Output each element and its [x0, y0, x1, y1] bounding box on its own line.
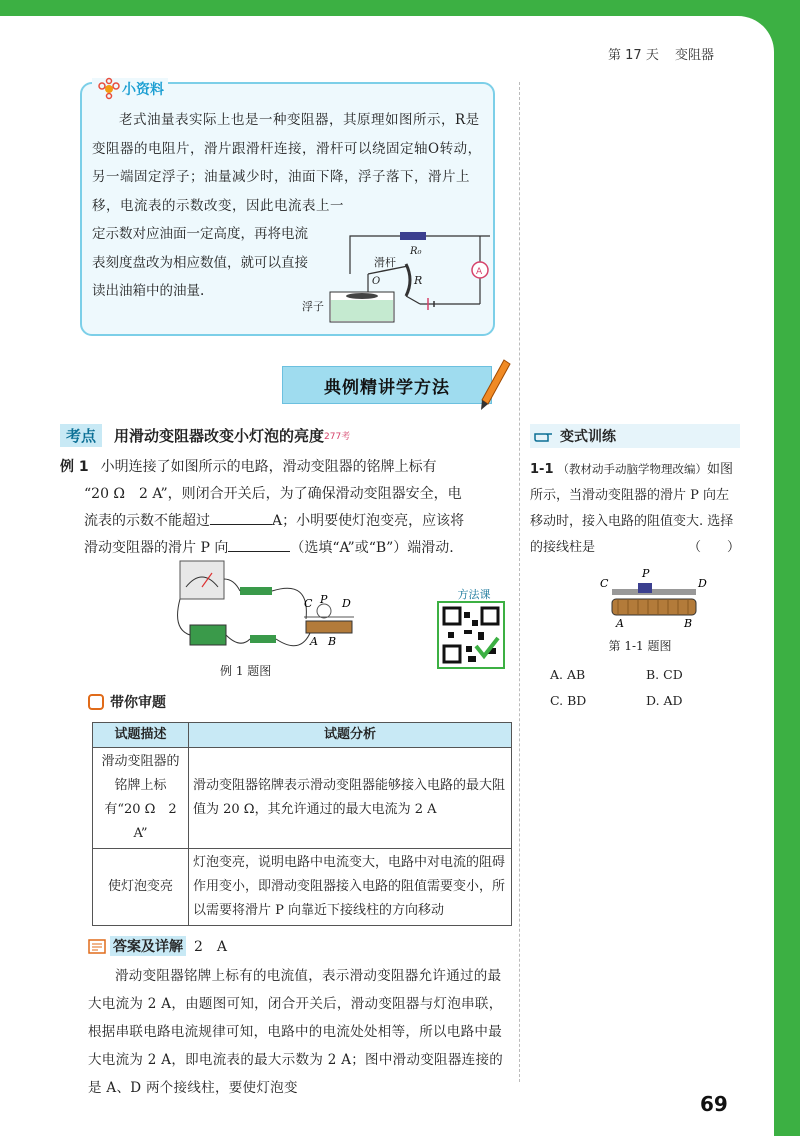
side-fig-label-a: A	[616, 617, 624, 630]
section-banner: 典例精讲学方法	[282, 366, 492, 404]
question-number: 1-1	[530, 462, 554, 477]
table-row: 滑动变阻器的铭牌上标有“20 Ω 2 A” 滑动变阻器铭牌表示滑动变阻器能够接入电路的最大阻值为 20 Ω，其允许通过的最大电流为 2 A	[93, 748, 512, 849]
table-header: 试题描述	[93, 723, 189, 748]
fig-label-p: P	[320, 593, 328, 606]
example-1: 例 1 小明连接了如图所示的电路，滑动变阻器的铭牌上标有 “20 Ω 2 A”，则闭合开关后，为了确保滑动变阻器安全，电 流表的示数不能超过 A；小明要使灯泡变亮，应该将 滑动变阻器的滑片 P 向 （选填“A”或“B”）端滑动.	[60, 459, 465, 556]
answer-paren[interactable]: （ ）	[687, 540, 740, 555]
question-1-1: 1-1 （教材动手动脑学物理改编）如图所示，当滑动变阻器的滑片 P 向左移动时，接入电路的阻值变大. 选择的接线柱是 （ ）	[530, 456, 740, 561]
side-column	[530, 424, 740, 714]
ammeter-label: A	[476, 267, 483, 277]
fixed-resistor-label: R₀	[410, 246, 422, 257]
pencil-icon	[478, 358, 512, 412]
answer-options	[530, 662, 740, 714]
page-number: 69	[700, 1092, 728, 1116]
table-row: 使灯泡变亮 灯泡变亮，说明电路中电流变大，电路中对电流的阻碍作用变小，即滑动变阻器接入电路的阻值需要变小，所以需要将滑片 P 向靠近下接线柱的方向移动	[93, 849, 512, 926]
slider-rod-label: 滑杆	[374, 256, 396, 269]
fig-label-b: B	[328, 635, 337, 648]
review-heading: 带你审题	[88, 692, 166, 712]
exam-point-tag: 考点	[60, 424, 102, 447]
option-c[interactable]: C. BD	[550, 693, 587, 708]
option-a[interactable]: A. AB	[550, 667, 586, 682]
exam-count: 277考	[324, 432, 351, 442]
side-figure-caption: 第 1-1 题图	[608, 639, 672, 653]
table-header-row	[93, 723, 512, 748]
pivot-label: O	[372, 276, 381, 287]
exam-point-heading	[60, 424, 510, 447]
info-title	[92, 78, 168, 100]
side-fig-label-d: D	[698, 577, 707, 590]
example-label: 例 1	[60, 459, 89, 475]
side-fig-label-p: P	[642, 567, 650, 580]
answer-explanation: 滑动变阻器铭牌上标有的电流值，表示滑动变阻器允许通过的最大电流为 2 A，由题图可知，闭合开关后，滑动变阻器与灯泡串联，根据串联电路电流规律可知，电路中的电流处处相等，所以电路中最大电流为 2 A，即电流表的最大示数为 2 A；图中滑动变阻器连接的是 A、D 两个接线柱，要使灯泡变	[88, 968, 504, 1096]
page	[0, 16, 774, 1136]
flower-icon	[96, 78, 122, 100]
main-column	[60, 424, 510, 1096]
page-header	[596, 44, 714, 63]
example-figure-caption: 例 1 题图	[220, 664, 272, 678]
info-title-text: 小资料	[122, 82, 164, 98]
option-d[interactable]: D. AD	[646, 693, 683, 708]
variant-training-heading: 变式训练	[530, 424, 740, 448]
answer-value: 2 A	[194, 939, 228, 955]
resistor-label: R	[414, 274, 423, 287]
info-paragraph-2: 定示数对应油面一定高度，再将电流表刻度盘改为相应数值，就可以直接读出油箱中的油量.	[92, 226, 308, 299]
info-box	[80, 82, 495, 336]
answer-blank-2[interactable]	[228, 538, 290, 552]
column-divider	[519, 82, 520, 1082]
exam-point-title: 用滑动变阻器改变小灯泡的亮度	[114, 427, 325, 445]
review-icon	[88, 694, 104, 710]
header-topic: 变阻器	[674, 48, 714, 63]
pointing-hand-icon	[534, 429, 554, 443]
side-fig-label-c: C	[600, 577, 609, 590]
notebook-icon	[88, 938, 106, 954]
answer-title: 答案及详解	[110, 936, 186, 956]
table-header: 试题分析	[189, 723, 512, 748]
option-b[interactable]: B. CD	[646, 667, 683, 682]
rheostat-figure	[598, 565, 708, 635]
fig-label-a: A	[310, 635, 318, 648]
example-circuit-figure	[170, 559, 390, 659]
side-fig-label-b: B	[684, 617, 693, 630]
fig-label-c: C	[304, 597, 313, 610]
header-day: 第 17 天	[608, 48, 659, 63]
question-source: （教材动手动脑学物理改编）	[557, 462, 707, 476]
float-label: 浮子	[302, 300, 324, 313]
info-paragraph: 老式油量表实际上也是一种变阻器，其原理如图所示，R是变阻器的电阻片，滑片跟滑杆连接，滑杆可以绕固定轴O转动，另一端固定浮子；油量减少时，油面下降，浮子落下，滑片上移，电流表的示数改变，因此电流表上一	[92, 112, 482, 214]
fig-label-d: D	[342, 597, 351, 610]
answer-blank-1[interactable]	[210, 511, 272, 525]
answer-heading	[88, 936, 227, 956]
analysis-table	[92, 722, 512, 926]
qr-label: 方法课	[457, 588, 491, 601]
qr-code-icon	[438, 602, 504, 668]
oil-gauge-circuit-diagram	[302, 224, 490, 334]
qr-code[interactable]	[438, 586, 510, 676]
